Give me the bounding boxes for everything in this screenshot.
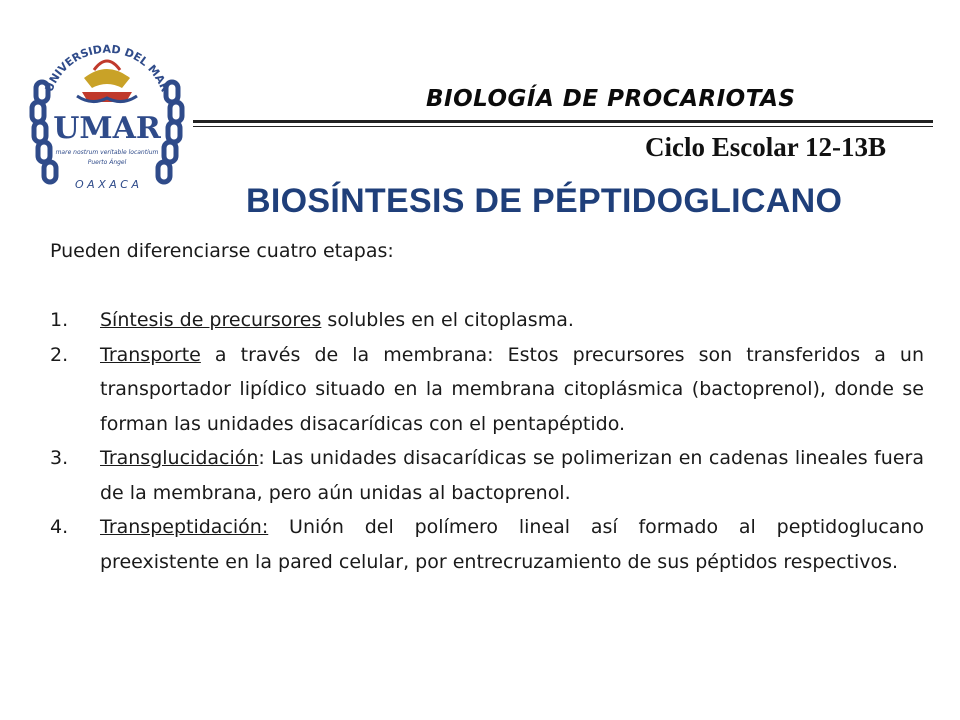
stage-text: Unión del polímero lineal así formado al peptidoglucano preexistente en la pared celular, por entrecruzamiento de sus péptidos respectivos. <box>100 516 924 573</box>
crest-icon <box>77 61 137 102</box>
stage-lead: Transpeptidación: <box>100 516 269 538</box>
stage-number: 2. <box>50 343 69 366</box>
university-logo <box>22 30 192 200</box>
logo-campus: Puerto Ángel <box>87 159 127 166</box>
logo-state: O A X A C A <box>75 178 139 191</box>
stage-content <box>100 510 924 579</box>
intro-text: Pueden diferenciarse cuatro etapas: <box>50 240 394 262</box>
header-divider-thin <box>193 126 933 127</box>
stage-item <box>50 510 924 579</box>
stage-lead: Síntesis de precursores <box>100 309 322 331</box>
stage-item <box>50 303 924 338</box>
slide-title: BIOSÍNTESIS DE PÉPTIDOGLICANO <box>246 182 843 220</box>
logo-motto: mare nostrum veritable locantium <box>55 149 159 156</box>
stage-text: solubles en el citoplasma. <box>321 309 574 331</box>
stage-lead: Transporte <box>100 343 201 366</box>
header-divider <box>193 120 933 123</box>
slide-body <box>50 234 924 579</box>
chain-right-icon <box>158 82 182 182</box>
logo-letters: UMAR <box>53 111 161 146</box>
stage-number: 1. <box>50 309 69 331</box>
course-title: BIOLOGÍA DE PROCARIOTAS <box>426 86 796 112</box>
stage-lead: Transglucidación <box>100 447 259 469</box>
stage-content <box>100 338 924 442</box>
logo-arc-text: UNIVERSIDAD DEL MAR <box>42 42 172 94</box>
university-seal-icon <box>22 30 192 200</box>
stage-text: : Las unidades disacarídicas se polimerizan en cadenas lineales fuera de la membrana, pero aún unidas al bactoprenol. <box>100 447 924 504</box>
stage-content <box>100 303 924 338</box>
school-cycle: Ciclo Escolar 12-13B <box>645 132 886 162</box>
stage-text: a través de la membrana: Estos precursores son transferidos a un transportador lipídico situado en la membrana citoplásmica (bactoprenol), donde se forman las unidades disacarídicas con el pentapéptido. <box>100 343 924 435</box>
stage-item <box>50 441 924 510</box>
stage-number: 3. <box>50 447 69 469</box>
stage-number: 4. <box>50 516 69 538</box>
stage-item <box>50 338 924 442</box>
stage-content <box>100 441 924 510</box>
